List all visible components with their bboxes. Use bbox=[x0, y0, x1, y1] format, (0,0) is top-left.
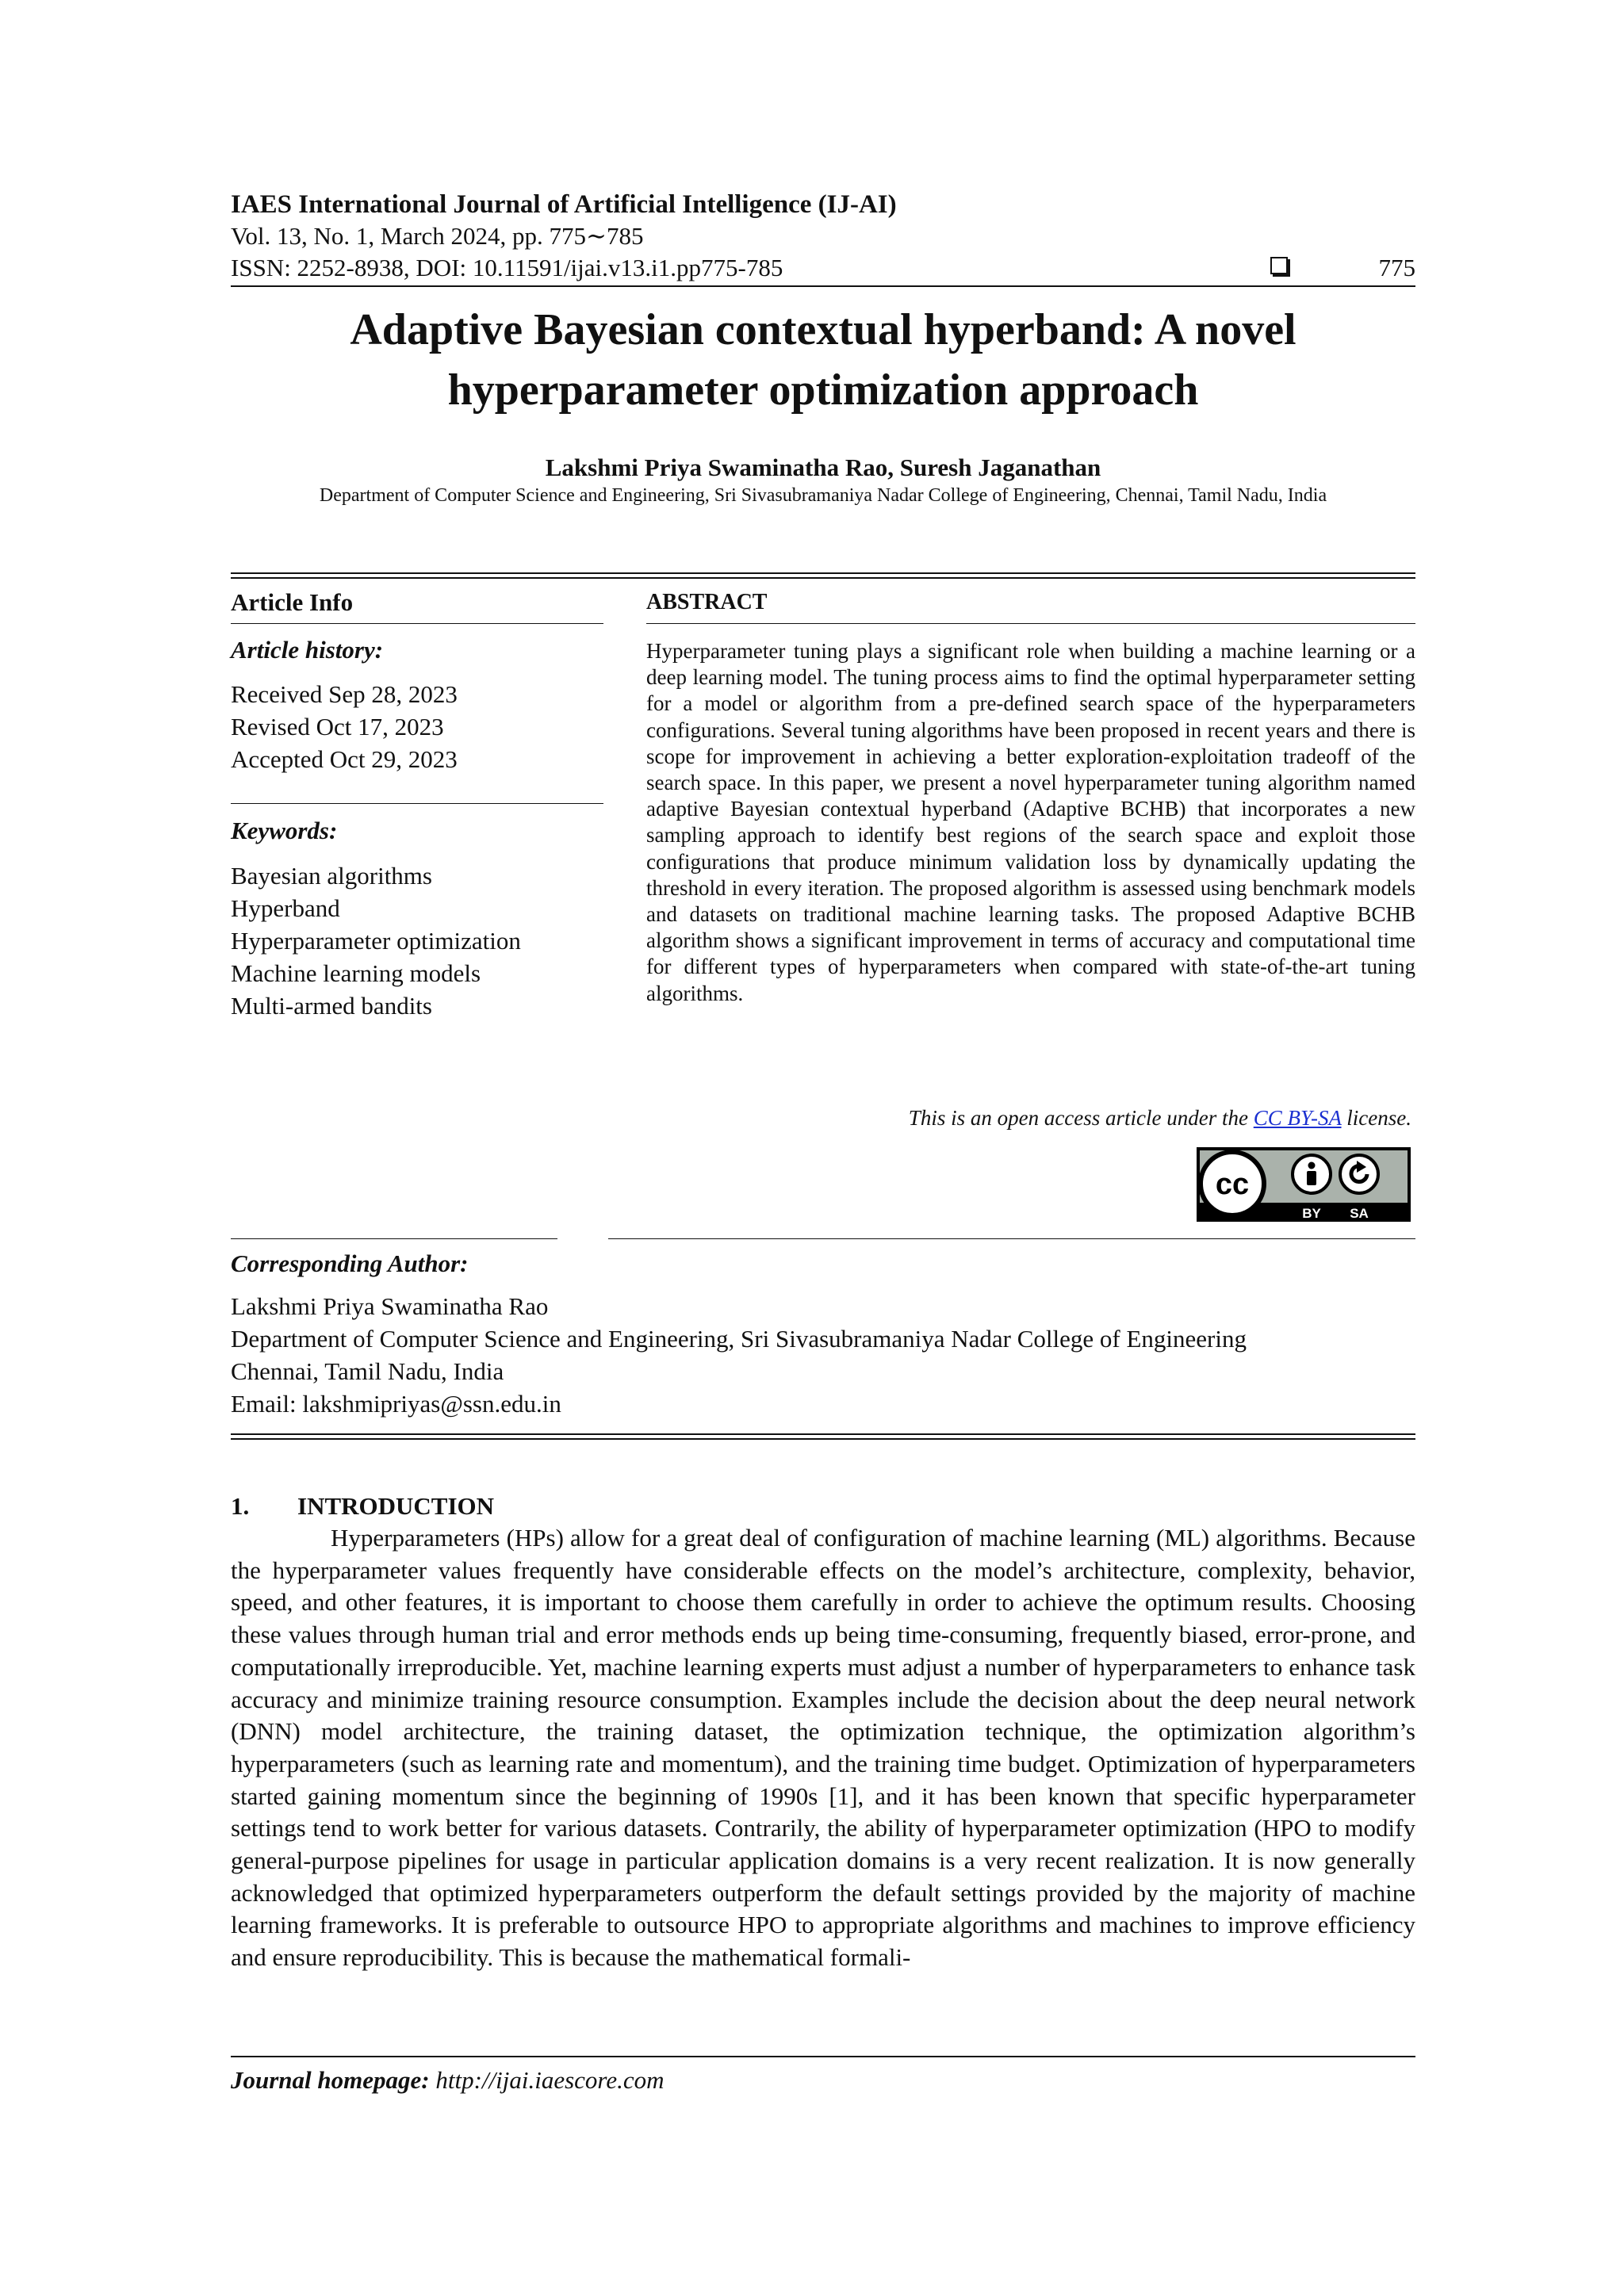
cc-mark: cc bbox=[1215, 1168, 1250, 1201]
history-revised: Revised Oct 17, 2023 bbox=[231, 713, 444, 740]
footer-rule bbox=[231, 2056, 1415, 2057]
section-title: INTRODUCTION bbox=[297, 1492, 495, 1520]
affiliation: Department of Computer Science and Engineering, Sri Sivasubramaniya Nadar College of Engineering, Chennai, Tamil Nadu, India bbox=[319, 485, 1327, 506]
share-alike-icon bbox=[1340, 1155, 1378, 1193]
attribution-body bbox=[1307, 1171, 1316, 1185]
introduction-paragraph: Hyperparameters (HPs) allow for a great deal of configuration of machine learning (ML) algorithms. Because the hyperparameter values frequently have considerable effects on the model’s architecture, complexity, behavior, speed, and other features, it is important to choose them carefully in order to achieve the optimum results. Choosing these values through human trial and error methods ends up being time-consuming, frequently biased, error-prone, and computationally irreproducible. Yet, machine learning experts must adjust a number of hyperparameters to enhance task accuracy and minimize training resource consumption. Examples include the decision about the deep neural network (DNN) model architecture, the training dataset, the optimization technique, the optimization algorithm’s hyperparameters (such as learning rate and momentum), and the training time budget. Optimization of hyperparameters started gaining momentum since the beginning of 1990s [1], and it has been known that specific hyperparameter settings tend to work better for various datasets. Contrarily, the ability of hyperparameter optimization (HPO to modify general-purpose pipelines for usage in particular application domains is a very recent realization. It is now generally acknowledged that optimized hyperparameters outperform the default settings provided by the majority of machine learning frameworks. It is preferable to outsource HPO to appropriate algorithms and machines to improve efficiency and ensure reproducibility. This is because the mathematical formali- bbox=[231, 1524, 1415, 1972]
abstract-text: Hyperparameter tuning plays a significant role when building a machine learning or a deep learning model. The tuning process aims to find the optimal hyperparameter setting for a model or algorithm from a pre-defined search space of the hyperparameters configurations. Several tuning algorithms have been proposed in recent years and there is scope for improvement in achieving a better exploration-exploitation tradeoff of the search space. In this paper, we present a novel hyperparameter tuning algorithm named adaptive Bayesian contextual hyperband (Adaptive BCHB) that incorporates a new sampling approach to identify best regions of the search space and exploit those configurations that produce minimum validation loss by dynamically updating the threshold in every iteration. The proposed algorithm is assessed using benchmark models and datasets on traditional machine learning tasks. The proposed Adaptive BCHB algorithm shows a significant improvement in terms of accuracy and computational time for different types of hyperparameters when compared with state-of-the-art tuning algorithms. bbox=[646, 639, 1415, 1005]
keywords-rule bbox=[231, 803, 603, 804]
keywords-list bbox=[231, 859, 521, 1022]
homepage-url[interactable]: http://ijai.iaescore.com bbox=[435, 2066, 665, 2094]
history-received: Received Sep 28, 2023 bbox=[231, 680, 458, 708]
section-number: 1. bbox=[231, 1492, 250, 1520]
corresponding-author-email: Email: lakshmipriyas@ssn.edu.in bbox=[231, 1390, 561, 1418]
header-rule bbox=[231, 285, 1415, 287]
author-list: Lakshmi Priya Swaminatha Rao, Suresh Jaganathan bbox=[545, 453, 1101, 481]
info-top-double-rule bbox=[231, 572, 1415, 579]
keyword-item: Machine learning models bbox=[231, 959, 481, 987]
badge-by-label: BY bbox=[1302, 1206, 1321, 1221]
open-access-statement bbox=[646, 1104, 1411, 1132]
corresponding-author-heading: Corresponding Author: bbox=[231, 1249, 469, 1277]
license-suffix: license. bbox=[1341, 1106, 1411, 1130]
article-history-list bbox=[231, 678, 458, 775]
keywords-heading: Keywords: bbox=[231, 817, 338, 844]
corresponding-author-department: Department of Computer Science and Engineering, Sri Sivasubramaniya Nadar College of Engineering bbox=[231, 1325, 1247, 1353]
badge-sa-label: SA bbox=[1350, 1206, 1369, 1221]
corresponding-rule-left bbox=[231, 1238, 557, 1239]
journal-homepage bbox=[231, 2064, 665, 2096]
article-info-heading: Article Info bbox=[231, 588, 354, 616]
volume-line: Vol. 13, No. 1, March 2024, pp. 775∼785 bbox=[231, 222, 644, 250]
cc-by-sa-link[interactable]: CC BY-SA bbox=[1253, 1106, 1342, 1130]
corresponding-rule-right bbox=[608, 1238, 1415, 1239]
keyword-item: Hyperband bbox=[231, 894, 340, 922]
abstract-rule bbox=[646, 623, 1415, 624]
keyword-item: Bayesian algorithms bbox=[231, 862, 432, 890]
paper-title: Adaptive Bayesian contextual hyperband: A novel hyperparameter optimization approach bbox=[350, 305, 1297, 415]
corresponding-author-name: Lakshmi Priya Swaminatha Rao bbox=[231, 1292, 549, 1320]
keyword-item: Multi-armed bandits bbox=[231, 992, 432, 1020]
article-info-rule bbox=[231, 623, 603, 624]
license-prefix: This is an open access article under the bbox=[908, 1106, 1254, 1130]
abstract-heading: ABSTRACT bbox=[646, 590, 768, 614]
corresponding-author-location: Chennai, Tamil Nadu, India bbox=[231, 1357, 504, 1385]
section-heading bbox=[231, 1490, 494, 1522]
article-history-heading: Article history: bbox=[231, 636, 384, 664]
issn-doi-line: ISSN: 2252-8938, DOI: 10.11591/ijai.v13.i1.pp775-785 bbox=[231, 254, 783, 281]
info-bottom-double-rule bbox=[231, 1433, 1415, 1440]
cc-by-sa-badge-icon bbox=[1196, 1146, 1411, 1223]
attribution-head bbox=[1308, 1162, 1316, 1169]
corresponding-author-details bbox=[231, 1290, 1247, 1420]
square-icon bbox=[1270, 257, 1288, 274]
keyword-item: Hyperparameter optimization bbox=[231, 927, 521, 955]
history-accepted: Accepted Oct 29, 2023 bbox=[231, 745, 458, 773]
page-number: 775 bbox=[1378, 254, 1415, 281]
homepage-label: Journal homepage: bbox=[231, 2066, 430, 2094]
journal-name: IAES International Journal of Artificial Intelligence (IJ-AI) bbox=[231, 190, 897, 219]
